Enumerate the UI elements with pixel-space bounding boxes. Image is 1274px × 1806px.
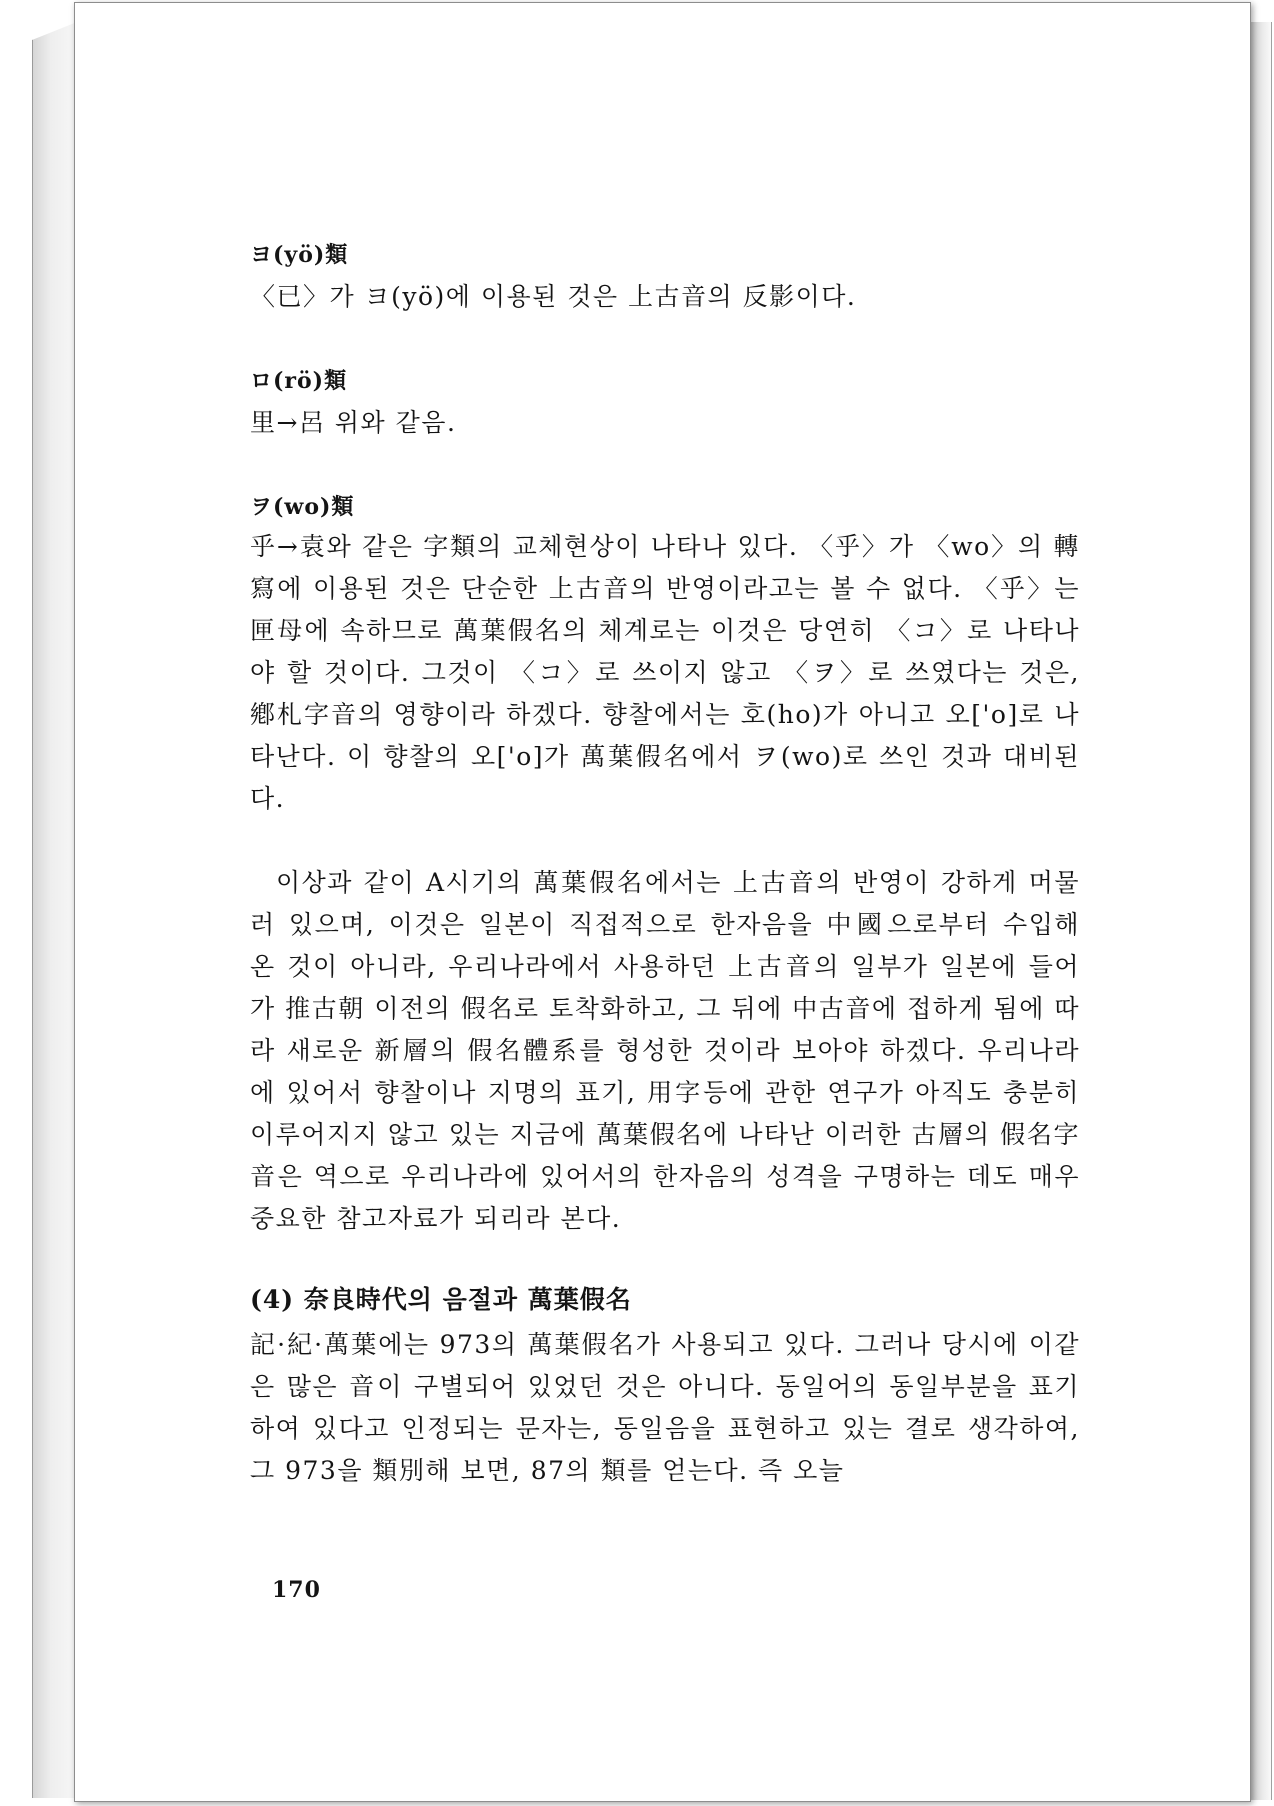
- section-yo: [250, 240, 1080, 318]
- section-heading: ロ(rö)類: [250, 368, 348, 394]
- section-text: 里→呂 위와 같음.: [250, 408, 457, 437]
- section-ro: [250, 366, 1080, 444]
- section-heading: ヲ(wo)類: [250, 494, 355, 520]
- page-number: 170: [272, 1577, 321, 1603]
- summary-paragraph: 이상과 같이 A시기의 萬葉假名에서는 上古音의 반영이 강하게 머물러 있으며, 이것은 일본이 직접적으로 한자음을 中國으로부터 수입해 온 것이 아니라, 우리나라에서 사용하던 上古音의 일부가 일본에 들어가 推古朝 이전의 假名로 토착화하고, 그 뒤에 中古音에 접하게 됨에 따라 새로운 新層의 假名體系를 형성한 것이라 보아야 하겠다. 우리나라에 있어서 향찰이나 지명의 표기, 用字등에 관한 연구가 아직도 충분히 이루어지지 않고 있는 지금에 萬葉假名에 나타난 이러한 古層의 假名字音은 역으로 우리나라에 있어서의 한자음의 성격을 구명하는 데도 매우 중요한 참고자료가 되리라 본다.: [250, 868, 1080, 1233]
- subsection-title: (4) 奈良時代의 음절과 萬葉假名: [250, 1285, 632, 1314]
- section-heading: ヨ(yö)類: [250, 242, 349, 268]
- summary-block: [250, 862, 1080, 1240]
- section-wo: [250, 492, 1080, 820]
- page-edge: [1249, 22, 1272, 1800]
- section-text: 乎→袁와 같은 字類의 교체현상이 나타나 있다. 〈乎〉가 〈wo〉의 轉寫에 이용된 것은 단순한 上古音의 반영이라고는 볼 수 없다. 〈乎〉는 匣母에 속하므로 萬葉假名의 체계로는 이것은 당연히 〈コ〉로 나타나야 할 것이다. 그것이 〈コ〉로 쓰이지 않고 〈ヲ〉로 쓰였다는 것은, 鄕札字音의 영향이라 하겠다. 향찰에서는 호(ho)가 아니고 오['o]로 나타난다. 이 향찰의 오['o]가 萬葉假名에서 ヲ(wo)로 쓰인 것과 대비된다.: [250, 532, 1080, 813]
- subsection-text: 記·紀·萬葉에는 973의 萬葉假名가 사용되고 있다. 그러나 당시에 이같은 많은 音이 구별되어 있었던 것은 아니다. 동일어의 동일부분을 표기하여 있다고 인정되는 문자는, 동일음을 표현하고 있는 결로 생각하여, 그 973을 類別해 보면, 87의 類를 얻는다. 즉 오늘: [250, 1330, 1080, 1485]
- book-spine: [32, 22, 77, 1798]
- page-content: [250, 240, 1080, 1532]
- section-text: 〈已〉가 ヨ(yö)에 이용된 것은 上古音의 反影이다.: [250, 282, 857, 311]
- subsection-4: [250, 1280, 1080, 1492]
